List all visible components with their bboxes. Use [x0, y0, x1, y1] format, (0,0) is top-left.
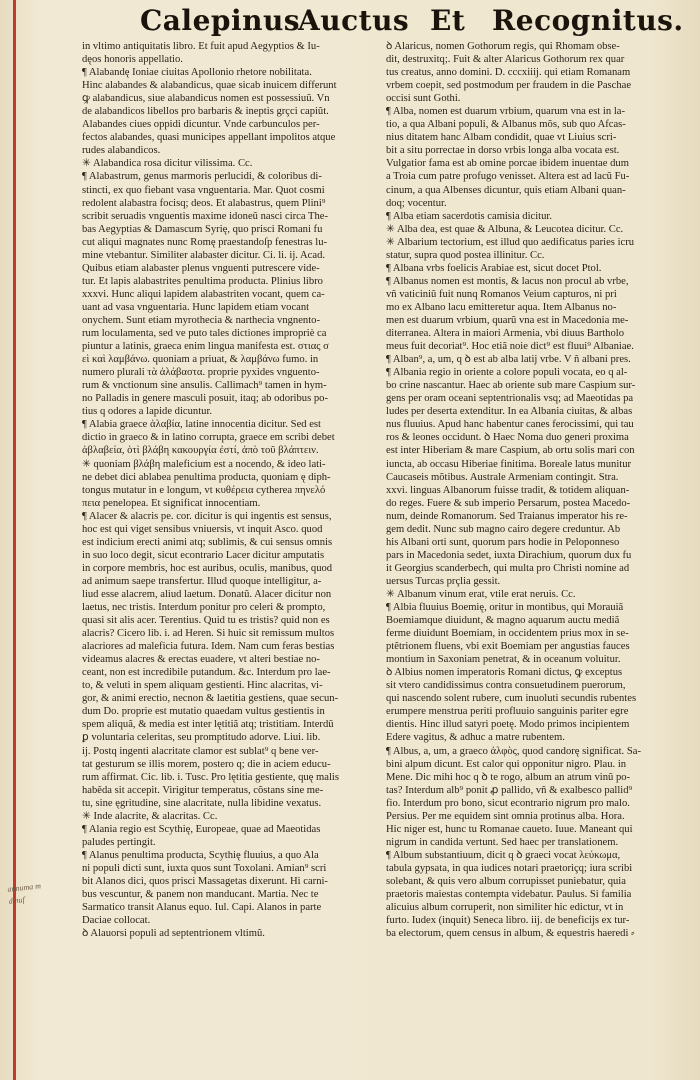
text-line: hoc est qui viget sensibus vniuersis, vt inquit Asco. quod — [82, 523, 323, 535]
text-line: nigrum in candida vertunt. Sed haec per translationem. — [386, 836, 619, 848]
text-line: ꝺ Alauorsi populi ad septentrionem vltimũ. — [82, 928, 265, 940]
text-line: ✳ Alba dea, est quae & Albuna, & Leucotea dicitur. Cc. — [386, 223, 624, 235]
text-line: ludes per deserta extenditur. In ea Albania ciuitas, & albas — [386, 406, 633, 418]
left-column — [82, 40, 374, 1040]
text-line: ros & leones occidunt. ꝺ Haec Noma duo generi proxima — [386, 432, 629, 444]
text-line: tas? Interdum alb⁹ ponit ꝓ pallido, vñ & exalbesco pallid⁹ — [386, 784, 633, 796]
text-line: ¶ Alacer & alacris pe. cor. dicitur is qui ingentis est sensus, — [82, 510, 332, 522]
text-line: scribit seruadis vnguentis maxime idoneũ nasci circa The- — [82, 210, 329, 222]
text-line: ¶ Albanus nomen est montis, & lacus non procul ab vrbe, — [386, 275, 629, 287]
text-line: ij. Postq ingenti alacritate clamor est sublat⁹ q bene ver- — [82, 745, 319, 757]
text-line: Edere vagitus, & adhuc a matre rubentem. — [386, 732, 565, 744]
text-line: ✳ Inde alacrite, & alacritas. Cc. — [82, 810, 218, 822]
text-line: Caucaseis mõtibus. Australe Armeniam contingit. Stra. — [386, 471, 619, 483]
text-line: fio. Interdum pro bono, sicut econtrario nigrum pro malo. — [386, 797, 630, 809]
text-line: ne debet dici ablabea penultima producta, quoniam ę diph- — [82, 471, 331, 483]
text-line: alicuius album corruperit, non similiter hic edictur, vt in — [386, 902, 624, 914]
text-line: ptẽtrionem fluens, vbi exit Boemiam per angustias fauces — [386, 641, 630, 653]
text-line: uersus Turcas prçlia gessit. — [386, 575, 501, 587]
text-line: tur. Et lapis alabastrites penultima producta. Plinius libro — [82, 275, 323, 287]
text-line: do reges. Fuere & sub imperio Persarum, postea Macedo- — [386, 497, 631, 509]
text-line: gor, & animi erectio, necnon & laetitia gestiens, quae secun- — [82, 693, 339, 705]
text-line: uant ad vasa vnguentaria. Hunc lapidem etiam vocant — [82, 301, 310, 313]
text-line: cut aliqui magnates nunc Romę praestandoſp fenestras lu- — [82, 236, 328, 248]
text-line: εὶ καὶ λαμβάνω. quoniam a priuat, & λαμβάνω fumo. in — [82, 354, 319, 366]
text-line: liud esse alacrem, aliud laetum. Donatũ. Alacer dicitur non — [82, 588, 332, 600]
running-header — [140, 4, 684, 40]
text-line: ꝑ voluntaria celeritas, seu promptitudo adorve. Liui. lib. — [82, 732, 321, 744]
text-line: tat gesturum se illis morem, postero q; die in aciem educu- — [82, 758, 331, 770]
text-line: redolent alabastra focisq; deos. Et alabastrus, quem Plini⁹ — [82, 197, 326, 209]
text-line: vñ vaticiniũ fuit nunq Romanos Veium capturos, ni pri — [386, 288, 617, 300]
text-line: ✳ Albarium tectorium, est illud quo aedificatus paries icru — [386, 236, 635, 248]
text-line: videamus alacres & erectas euadere, vt alteri bestiae no- — [82, 654, 320, 666]
text-line: vrbem coepit, sed postmodum per fraudem in die Paschae — [386, 80, 632, 92]
text-line: meus fuit decoriat⁹. Hoc etiã noie dict⁹ est fluui⁹ Albaniae. — [386, 341, 634, 353]
text-line: rum & vnctionum sine ansulis. Callimach⁹ tamen in hym- — [82, 380, 327, 392]
text-line: numero plurali τὰ ἀλάβαστα. proprie pyxides vnguento- — [82, 367, 320, 379]
text-line: ad animum saepe transfertur. Illud quoque intelligitur, a- — [82, 575, 322, 587]
text-line: tongus mutatur in e longum, vt κυθέρεια cytherea πηνελό — [82, 484, 326, 496]
text-line: in corpore membris, hoc est auribus, oculis, manibus, quod — [82, 562, 333, 574]
text-line: occisi sunt Gothi. — [386, 93, 461, 105]
text-line: ✳ Alabandica rosa dicitur vilissima. Cc. — [82, 158, 253, 170]
text-line: Persius. Per me equidem sint omnia protinus alba. Hora. — [386, 810, 625, 822]
text-line: no Palladis in genere masculi posuit, itaq; ab odoribus po- — [82, 393, 328, 405]
text-line: Hinc alabandes & alabandicus, quae sicab inuicem differunt — [82, 80, 337, 92]
text-line: in vltimo antiquitatis libro. Et fuit apud Aegyptios & Iu- — [82, 41, 320, 52]
header-word-1: Calepinus — [140, 4, 301, 37]
text-line: ¶ Albania regio in oriente a colore populi vocata, eo q al- — [386, 367, 628, 379]
text-line: ¶ Alania regio est Scythię, Europeae, quae ad Maeotidas — [82, 823, 321, 835]
text-line: dęos honoris appellatio. — [82, 54, 183, 66]
text-line: ceant, non est incredibile putandum. &c. Interdum pro lae- — [82, 667, 331, 679]
text-line: ꝙ alabandicus, siue alabandicus nomen est possessiuũ. Vn — [82, 93, 330, 105]
text-line: praetoris maiestas contempta videbatur. Paulus. Si familia — [386, 889, 632, 901]
text-line: bit a situ porrectae in dorso vrbis longa alba vocata est. — [386, 145, 620, 157]
text-line: furto. Iudex (inquit) Seneca libro. iij. de beneficijs ex tur- — [386, 915, 630, 927]
text-line: tius q odores a lapide dicuntur. — [82, 406, 213, 418]
text-line: piuntur a latinis, graeca enim lingua manifesta est. στιας σ — [82, 341, 329, 353]
text-line: laetus, nec tristis. Interdum ponitur pro celeri & prompto, — [82, 602, 326, 614]
text-line: bini alpum dicunt. Est calor qui opponitur nigro. Plau. in — [386, 758, 627, 770]
text-line: ¶ Albia fluuius Boemię, oritur in montibus, qui Morauiã — [386, 602, 624, 614]
text-line: erumpere menstrua periti profluuio sanguinis pariter egre — [386, 706, 629, 718]
text-line: men est duarum vrbium, quarũ vna est in Macedonia me- — [386, 314, 629, 326]
text-line: ✳ Albanum vinum erat, vtile erat neruis. Cc. — [386, 588, 576, 600]
margin-rule — [13, 0, 16, 1080]
text-line: tu, sine ęgritudine, sine alacritate, nulla libidine vexatus. — [82, 797, 322, 809]
text-line: Sarmatico transit Alanus equo. Iul. Capi. Alanos in parte — [82, 902, 322, 914]
text-line: paludes pertingit. — [82, 836, 156, 848]
text-line: spem aliquã, & media est inter lętitiã atq; tristitiam. Interdũ — [82, 719, 334, 731]
text-line: qui nascendo solent rubere, cum inuoluti secundis rubentes — [386, 693, 637, 705]
header-word-4: Recognitus. — [492, 4, 684, 37]
text-line: bo crine nascantur. Haec ab oriente sub mare Caspium sur- — [386, 380, 636, 392]
handwritten-margin-note — [7, 876, 81, 907]
text-line: bit Alanos dici, quos prisci Massagetas dixerunt. Hi carni- — [82, 876, 328, 887]
text-line: rudes alabandicos. — [82, 145, 161, 157]
text-line: statur, supra quod postea illinitur. Cc. — [386, 249, 545, 261]
text-line: in suo loco degit, sicut econtrario Lacer dicitur amputatis — [82, 549, 325, 561]
text-line: dictio in graeco & in latino corrupta, graece em scribi debet — [82, 432, 335, 444]
text-line: Hic niger est, hunc tu Romanae caueto. Iuue. Maneant qui — [386, 823, 633, 835]
text-line: tus creatus, anno domini. D. cccxiiij. qui etiam Romanam — [386, 67, 631, 79]
text-line: ꝺ Alaricus, nomen Gothorum regis, qui Rhomam obse- — [386, 41, 620, 52]
text-line: ✳ quoniam βλάβη maleficium est a nocendo, & ideo lati- — [82, 458, 326, 470]
text-line: bus vescuntur, & panem non manducant. Martia. Nec te — [82, 889, 319, 901]
text-line: montium in Saxoniam penetrat, & in oceanum voluitur. — [386, 654, 621, 666]
text-line: ¶ Album substantiuum, dicit q ꝺ graeci vocat λεύκωμα, — [386, 849, 621, 861]
text-line: bas Aegyptias & Damascum Syrię, quo prisci Romani fu — [82, 223, 323, 235]
text-line: his Albani orti sunt, quorum pars hodie in Peloponneso — [386, 536, 620, 548]
text-line: ¶ Alban⁹, a, um, q ꝺ est ab alba latij vrbe. V ñ albani pres. — [386, 354, 631, 366]
text-line: est inter Hiberiam & mare Caspium, ab ortu solis mari con — [386, 445, 635, 457]
text-line: cinum, a qua Albenses dicuntur, quis etiam Albani quan- — [386, 184, 626, 196]
text-line: mo ex Albano lacu emitteretur aqua. Item Albanus no- — [386, 301, 617, 313]
text-line: nius ditatem hanc Albam condidit, quae vt Liuius scri- — [386, 132, 617, 144]
text-line: ¶ Albana vrbs foelicis Arabiae est, sicut docet Ptol. — [386, 262, 602, 274]
text-line: habẽda sit accepit. Virigitur temperatus, cõstans sine me- — [82, 784, 324, 796]
header-word-2: Auctus — [298, 4, 410, 37]
text-line: gens per oram oceani septentrionalis vsq; ad Maeotidas pa — [386, 393, 634, 405]
text-line: ¶ Alabandę Ioniae ciuitas Apollonio rhetore nobilitata. — [82, 67, 312, 79]
text-line: tabula gypsata, in qua iudices notari praetoriçq; iura scribi — [386, 862, 633, 874]
text-line: rum loculamenta, sed ve puto tales dictiones impropriè ca — [82, 328, 327, 340]
text-line: it Georgius scanderbech, qui multa pro Christi nomine ad — [386, 562, 630, 574]
text-line: xxxvi. Hunc aliqui lapidem alabastriten vocant, quem ca- — [82, 288, 325, 300]
text-line: πεια penelopea. Et significat innocentiam. — [82, 497, 261, 509]
text-line: Boemiamque diuidunt, & magno aquarum auctu mediã — [386, 615, 620, 627]
text-line: stincti, ex quo fiebant vasa vnguentaria. Mar. Quot cosmi — [82, 184, 325, 196]
text-line: alacriores ad maleficia futura. Idem. Nam cum feras bestias — [82, 641, 335, 653]
text-line: sit vtero candidissimus contra consuetudinem puerorum, — [386, 680, 626, 692]
text-line: dientis. Hinc illud satyri poetę. Modo primos incipientem — [386, 719, 630, 731]
text-line: pars in Macedonia sedet, iuxta Dirachium, quorum dux fu — [386, 549, 632, 561]
text-line: dum Do. proprie est mutatio quaedam vultus gestientis in — [82, 706, 325, 718]
text-line: onychem. Sunt etiam myrothecia & narthecia vngnento- — [82, 314, 320, 326]
text-line: ferme diuidunt Boemiam, in occidentem prius mox in se- — [386, 628, 629, 640]
text-line: ꝺ Albius nomen imperatoris Romani dictus, ꝙ exceptus — [386, 667, 623, 679]
text-line: a Troia cum patre profugo venisset. Altera est ad lacũ Fu- — [386, 171, 630, 183]
text-line: dit, destruxitq;. Fuit & alter Alaricus Gothorum rex quar — [386, 54, 625, 66]
text-line: rum affirmat. Cic. lib. i. Tusc. Pro lętitia gestiente, quę malis — [82, 771, 339, 783]
text-line: diterranea. Altera in maiori Armenia, vbi diuus Bartholo — [386, 328, 625, 340]
text-line: gem dedit. Nunc sub magno cairo degere creduntur. Ab — [386, 523, 621, 535]
text-line: ni populi dicti sunt, iuxta quos sunt Toxolani. Amian⁹ scri — [82, 862, 327, 874]
text-line: ἀβλαβεία, ὁτὶ βλάβη κακουργία ἐστί, ἀπὸ τοῦ βλάπτειν. — [82, 445, 319, 457]
text-line: ¶ Albus, a, um, a graeco ἀλφὸς, quod candorę significat. Sa- — [386, 745, 641, 757]
text-line: ¶ Alba, nomen est duarum vrbium, quarum vna est in la- — [386, 106, 625, 118]
text-line: iuncta, ab occasu Hiberiae finitima. Boreale latus munitur — [386, 458, 632, 470]
right-column — [386, 40, 682, 1040]
text-line: to, & veluti in spem aliquam gestienti. Hinc alacritas, vi- — [82, 680, 323, 692]
text-line: ¶ Alabia graece ἀλαβία, latine innocentia dicitur. Sed est — [82, 419, 321, 431]
text-line: mine vtebantur. Similiter alabaster dicitur. Ci. li. ij. Acad. — [82, 249, 326, 261]
text-line: Vulgatior fama est ab omine porcae ibidem inuentae dum — [386, 158, 629, 170]
text-line: alacris? Cicero lib. i. ad Heren. Si huic sit remissum multos — [82, 628, 335, 640]
text-line: de alabandicos libellos pro barbaris & ineptis grçci capiũt. — [82, 106, 329, 118]
text-line: doq; vocentur. — [386, 197, 447, 209]
text-line: est indicium erecti animi atq; sublimis, & cui sensus omnis — [82, 536, 333, 548]
text-line: ¶ Alba etiam sacerdotis camisia dicitur. — [386, 210, 553, 222]
text-line: ¶ Alanus penultima producta, Scythię fluuius, a quo Ala — [82, 849, 319, 861]
text-line: num, deinde Romanorum. Sed Traianus imperator his re- — [386, 510, 628, 522]
text-line: nus fluuius. Apud hanc habentur canes ferocissimi, qui tau — [386, 419, 634, 431]
text-line: tio, a qua Albani populi, & Albanus mõs, sub quo Afcas- — [386, 119, 626, 131]
margin-note-line: dmuf — [8, 895, 26, 906]
text-line: Alabandes ciues oppidi dicuntur. Vnde carbunculos per- — [82, 119, 320, 131]
text-line: Daciae collocat. — [82, 915, 151, 927]
text-line: fectos alabandes, quasi municipes appellant impolitos atque — [82, 132, 336, 144]
text-line: quasi sit alis acer. Terentius. Quid tu es tristis? quid non es — [82, 615, 330, 627]
text-line: xxvi. linguas Albanorum fuisse tradit, & totidem aliquan- — [386, 484, 630, 496]
text-line: Quibus etiam alabaster plenus vnguenti putrescere vide- — [82, 262, 320, 274]
text-line: solebant, & quis vero album corrupisset puniebatur, quia — [386, 876, 626, 887]
text-line: ba electorum, quem census in album, & equestris haeredi ⸗ — [386, 928, 635, 940]
header-word-3: Et — [430, 4, 466, 37]
margin-note-line: annuma m — [7, 881, 42, 894]
text-line: ¶ Alabastrum, genus marmoris perlucidi, & coloribus di- — [82, 171, 322, 183]
text-line: Mene. Dic mihi hoc q ꝺ te rogo, album an atrum vinũ po- — [386, 771, 631, 783]
